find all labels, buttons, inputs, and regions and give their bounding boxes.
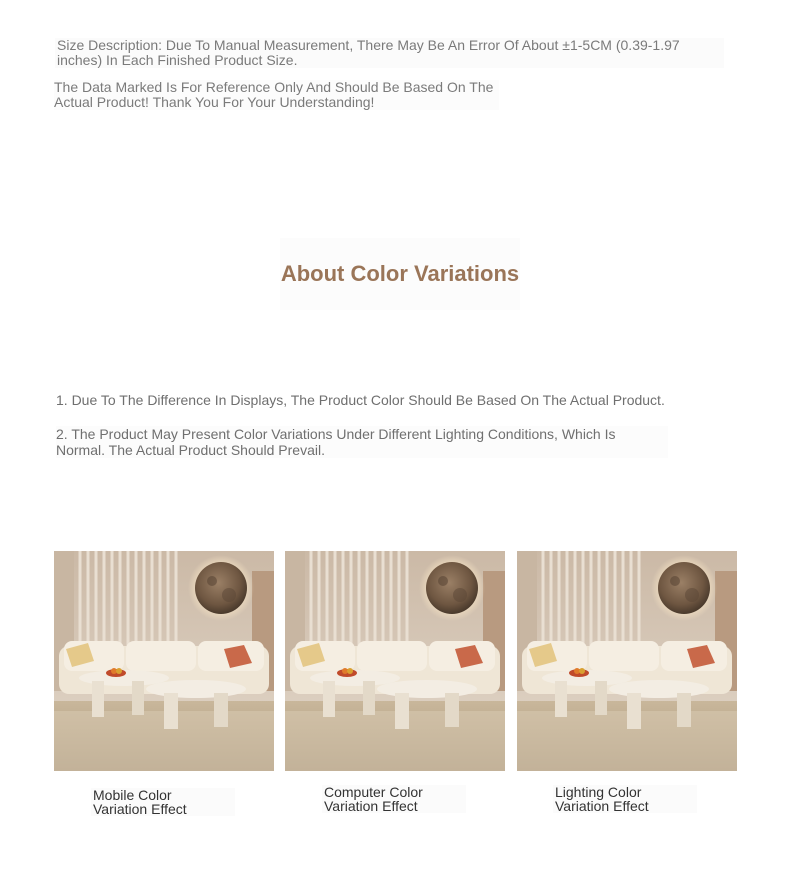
caption-line-1: Computer Color <box>324 784 423 800</box>
color-point-2: 2. The Product May Present Color Variations Under Different Lighting Conditions, Which Is Normal. The Actual Product Should Prevail. <box>56 426 668 458</box>
mobile-variation-photo <box>54 551 274 771</box>
computer-variation-caption <box>322 785 466 813</box>
caption-line-2: Variation Effect <box>324 798 418 814</box>
living-room-image <box>285 551 505 771</box>
reference-note: The Data Marked Is For Reference Only And Should Be Based On The Actual Product! Thank You For Your Understanding! <box>54 80 499 110</box>
lighting-variation-caption <box>553 785 697 813</box>
computer-variation-photo <box>285 551 505 771</box>
caption-line-1: Mobile Color <box>93 787 172 803</box>
living-room-image <box>517 551 737 771</box>
lighting-variation-photo <box>517 551 737 771</box>
caption-line-2: Variation Effect <box>93 801 187 817</box>
color-point-1: 1. Due To The Difference In Displays, The Product Color Should Be Based On The Actual Product. <box>56 392 665 408</box>
mobile-variation-caption <box>91 788 235 816</box>
section-title: About Color Variations <box>280 238 520 310</box>
living-room-image <box>54 551 274 771</box>
caption-line-2: Variation Effect <box>555 798 649 814</box>
size-description-note: Size Description: Due To Manual Measurement, There May Be An Error Of About ±1-5CM (0.39-1.97 inches) In Each Finished Product Size. <box>55 38 724 68</box>
caption-line-1: Lighting Color <box>555 784 642 800</box>
